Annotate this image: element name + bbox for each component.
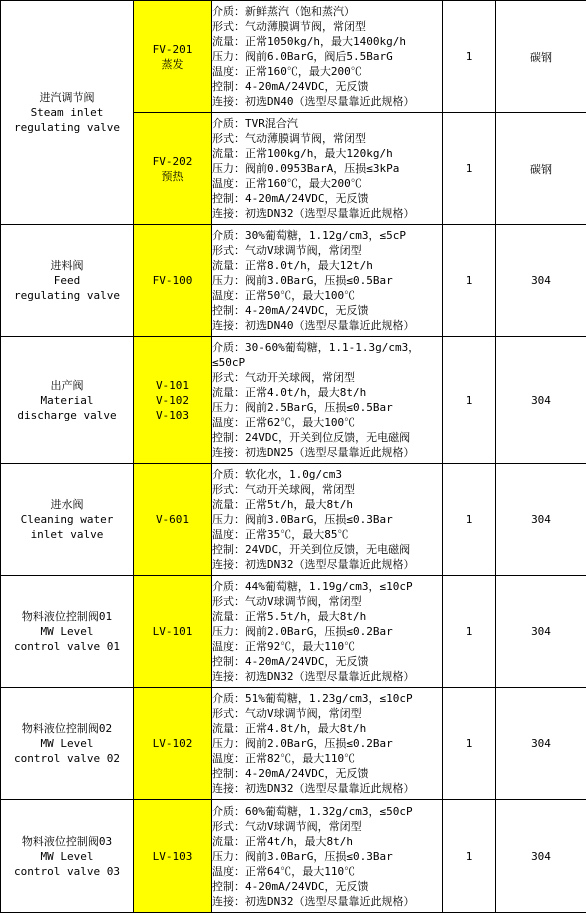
material-cell: 304: [496, 464, 586, 576]
valve-name-line: Material: [40, 393, 94, 407]
valve-name-line: 进料阀: [50, 259, 84, 272]
tag-number-cell: [134, 800, 212, 913]
spec-line: 温度：正常62℃，最大100℃: [212, 416, 356, 429]
tag-number: LV-103: [152, 849, 193, 863]
valve-name-line: 物料液位控制阀01: [21, 610, 113, 623]
spec-line: 连接：初选DN32（选型尽量靠近此规格）: [212, 670, 415, 683]
table-row: [1, 1, 586, 113]
spec-line: 温度：正常160℃，最大200℃: [212, 65, 362, 78]
tag-number: V-601: [155, 513, 190, 526]
spec-line: 流量：正常100kg/h，最大120kg/h: [212, 147, 393, 160]
material-cell: 304: [496, 688, 586, 800]
tag-number: V-101: [155, 378, 190, 392]
spec-line: 形式：气动V球调节阀，常闭型: [212, 244, 362, 257]
valve-name-cell: [1, 1, 134, 225]
valve-spec-table-body: [1, 1, 586, 913]
spec-line: 压力：阀前3.0BarG，压损≤0.5Bar: [212, 274, 393, 287]
tag-number: FV-202: [152, 154, 193, 168]
spec-line: 压力：阀前0.0953BarA，压损≤3kPa: [212, 162, 400, 175]
valve-name-line: Feed: [53, 274, 81, 287]
valve-name-cell: [1, 225, 134, 337]
quantity-cell: 1: [443, 464, 496, 576]
valve-name-line: MW Level: [40, 625, 94, 638]
valve-name-line: discharge valve: [17, 408, 117, 422]
valve-name-line: Steam inlet: [30, 106, 104, 119]
valve-name-cell: [1, 688, 134, 800]
specification-cell: [212, 337, 443, 464]
tag-number: LV-102: [152, 737, 193, 750]
valve-name-line: MW Level: [40, 849, 94, 863]
spec-line: 介质：软化水，1.0g/cm3: [212, 468, 342, 481]
spec-line: 连接：初选DN32（选型尽量靠近此规格）: [212, 894, 415, 908]
material-cell: 304: [496, 576, 586, 688]
valve-name-line: control valve 01: [14, 640, 120, 653]
valve-name-cell: [1, 576, 134, 688]
valve-name-line: 进水阀: [50, 498, 84, 511]
valve-name-cell: [1, 337, 134, 464]
tag-number: 蒸发: [161, 57, 184, 71]
spec-line: 介质：TVR混合汽: [212, 117, 298, 130]
quantity-cell: 1: [443, 225, 496, 337]
spec-line: 连接：初选DN32（选型尽量靠近此规格）: [212, 558, 415, 571]
spec-line: 温度：正常82℃，最大110℃: [212, 752, 356, 765]
valve-name-line: Cleaning water: [20, 513, 114, 526]
spec-line: 压力：阀前2.0BarG，压损≤0.2Bar: [212, 625, 393, 638]
spec-line: 介质：30%葡萄糖，1.12g/cm3，≤5cP: [212, 229, 406, 242]
tag-number-cell: [134, 1, 212, 113]
spec-line: 温度：正常50℃，最大100℃: [212, 289, 356, 302]
material-cell: 304: [496, 337, 586, 464]
table-row: [1, 800, 586, 913]
valve-name-line: 出产阀: [50, 378, 84, 392]
spec-line: 控制：4-20mA/24VDC，无反馈: [212, 304, 369, 317]
tag-number: V-102: [155, 393, 190, 407]
spec-line: 形式：气动开关球阀，常闭型: [212, 483, 355, 496]
tag-number-cell: [134, 464, 212, 576]
valve-name-line: regulating valve: [14, 121, 120, 134]
quantity-cell: 1: [443, 800, 496, 913]
spec-line: 流量：正常5t/h，最大8t/h: [212, 498, 353, 511]
spec-line: 介质：44%葡萄糖，1.19g/cm3，≤10cP: [212, 580, 413, 593]
valve-name-line: control valve 02: [14, 752, 120, 765]
spec-line: 连接：初选DN32（选型尽量靠近此规格）: [212, 782, 415, 795]
tag-number: LV-101: [152, 625, 193, 638]
spec-line: 压力：阀前2.5BarG，压损≤0.5Bar: [212, 401, 393, 414]
quantity-cell: 1: [443, 1, 496, 113]
spec-line: 压力：阀前6.0BarG，阀后5.5BarG: [212, 50, 393, 63]
spec-line: 连接：初选DN25（选型尽量靠近此规格）: [212, 446, 415, 459]
spec-line: 流量：正常5.5t/h，最大8t/h: [212, 610, 367, 623]
spec-line: 形式：气动薄膜调节阀，常闭型: [212, 20, 366, 33]
table-row: [1, 576, 586, 688]
quantity-cell: 1: [443, 688, 496, 800]
tag-number: FV-201: [152, 42, 193, 56]
spec-line: 温度：正常160℃，最大200℃: [212, 177, 362, 190]
specification-cell: [212, 800, 443, 913]
material-cell: 碳钢: [496, 113, 586, 225]
valve-name-line: regulating valve: [14, 289, 120, 302]
specification-cell: [212, 464, 443, 576]
table-row: [1, 688, 586, 800]
material-cell: 碳钢: [496, 1, 586, 113]
spec-line: 介质：51%葡萄糖，1.23g/cm3，≤10cP: [212, 692, 413, 705]
quantity-cell: 1: [443, 576, 496, 688]
spec-line: 温度：正常92℃，最大110℃: [212, 640, 356, 653]
specification-cell: [212, 688, 443, 800]
specification-cell: [212, 1, 443, 113]
spec-line: 形式：气动V球调节阀，常闭型: [212, 595, 362, 608]
valve-name-line: 物料液位控制阀02: [21, 722, 113, 735]
spec-line: 控制：4-20mA/24VDC，无反馈: [212, 80, 369, 93]
spec-line: 流量：正常4.8t/h，最大8t/h: [212, 722, 367, 735]
spec-line: 连接：初选DN40（选型尽量靠近此规格）: [212, 319, 415, 332]
spec-line: 温度：正常35℃，最大85℃: [212, 528, 349, 541]
spec-line: 控制：4-20mA/24VDC，无反馈: [212, 767, 369, 780]
tag-number-cell: [134, 113, 212, 225]
spec-line: 介质：30-60%葡萄糖，1.1-1.3g/cm3，: [212, 341, 420, 354]
table-row: [1, 464, 586, 576]
spec-line: 压力：阀前3.0BarG，压损≤0.3Bar: [212, 849, 393, 863]
spec-line: 控制：4-20mA/24VDC，无反馈: [212, 192, 369, 205]
specification-cell: [212, 113, 443, 225]
spec-line: 连接：初选DN40（选型尽量靠近此规格）: [212, 95, 415, 108]
table-row: [1, 337, 586, 464]
spec-line: 介质：60%葡萄糖，1.32g/cm3，≤50cP: [212, 804, 413, 818]
spec-line: 控制：24VDC，开关到位反馈，无电磁阀: [212, 431, 411, 444]
quantity-cell: 1: [443, 113, 496, 225]
spec-line: 控制：24VDC，开关到位反馈，无电磁阀: [212, 543, 411, 556]
spec-line: 控制：4-20mA/24VDC，无反馈: [212, 655, 369, 668]
tag-number: 预热: [161, 169, 184, 183]
spec-line: 压力：阀前3.0BarG，压损≤0.3Bar: [212, 513, 393, 526]
tag-number: V-103: [155, 408, 190, 422]
tag-number-cell: [134, 688, 212, 800]
tag-number-cell: [134, 225, 212, 337]
spec-line: 流量：正常4.0t/h，最大8t/h: [212, 386, 367, 399]
valve-name-cell: [1, 464, 134, 576]
tag-number-cell: [134, 576, 212, 688]
valve-name-line: control valve 03: [14, 864, 120, 878]
specification-cell: [212, 576, 443, 688]
specification-cell: [212, 225, 443, 337]
spec-line: 流量：正常1050kg/h，最大1400kg/h: [212, 35, 406, 48]
spec-line: 形式：气动开关球阀，常闭型: [212, 371, 355, 384]
valve-name-line: inlet valve: [30, 528, 104, 541]
valve-name-line: MW Level: [40, 737, 94, 750]
spec-line: 形式：气动V球调节阀，常闭型: [212, 819, 362, 833]
spec-line: ≤50cP: [212, 356, 246, 369]
spec-line: 介质：新鲜蒸汽（饱和蒸汽）: [212, 5, 355, 18]
valve-name-line: 进汽调节阀: [39, 91, 95, 104]
spec-line: 流量：正常8.0t/h，最大12t/h: [212, 259, 373, 272]
spec-line: 压力：阀前2.0BarG，压损≤0.2Bar: [212, 737, 393, 750]
spec-line: 形式：气动薄膜调节阀，常闭型: [212, 132, 366, 145]
spec-line: 形式：气动V球调节阀，常闭型: [212, 707, 362, 720]
spec-line: 流量：正常4t/h，最大8t/h: [212, 834, 353, 848]
valve-name-cell: [1, 800, 134, 913]
valve-name-line: 物料液位控制阀03: [21, 834, 113, 848]
spec-line: 温度：正常64℃，最大110℃: [212, 864, 356, 878]
material-cell: 304: [496, 800, 586, 913]
tag-number: FV-100: [152, 274, 193, 287]
table-row: [1, 225, 586, 337]
spec-line: 控制：4-20mA/24VDC，无反馈: [212, 879, 369, 893]
tag-number-cell: [134, 337, 212, 464]
material-cell: 304: [496, 225, 586, 337]
spec-line: 连接：初选DN32（选型尽量靠近此规格）: [212, 207, 415, 220]
quantity-cell: 1: [443, 337, 496, 464]
